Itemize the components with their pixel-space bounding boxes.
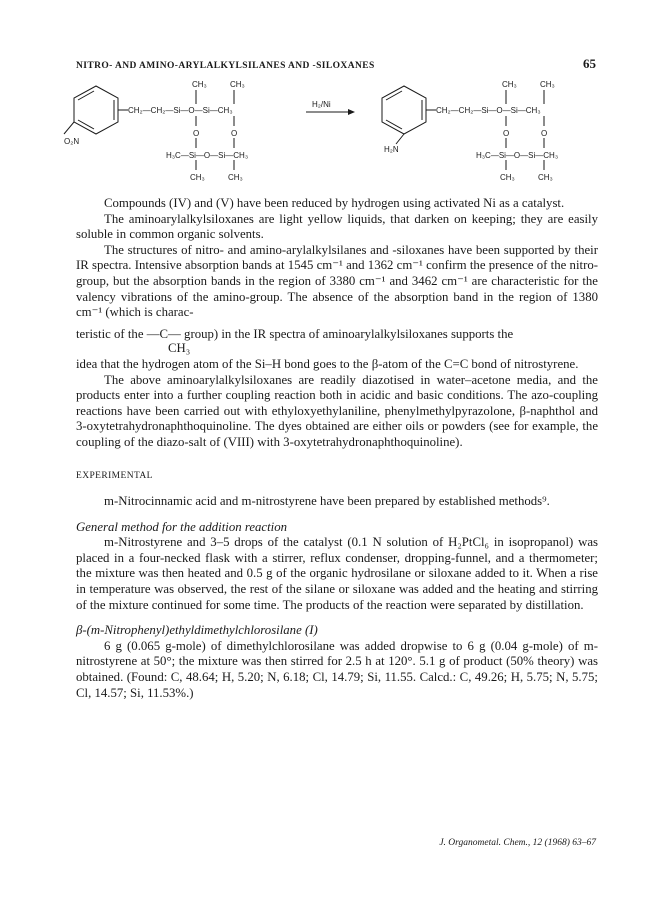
left-oxygen-1: O	[193, 129, 200, 138]
paragraph-hydrogen-atom: idea that the hydrogen atom of the Si–H bond goes to the β-atom of the C=C bond of nitrostyrene.	[76, 356, 579, 371]
paragraph-reduction: Compounds (IV) and (V) have been reduced by hydrogen using activated Ni as a catalyst.	[104, 196, 565, 210]
body-text	[76, 196, 598, 701]
inline-formula: —C— group)	[146, 326, 219, 341]
left-methyl-3: CH₃	[190, 173, 205, 182]
right-oxygen-2: O	[541, 129, 548, 138]
right-chain: CH₂—CH₂—Si—O—Si—CH₃	[436, 106, 541, 115]
paragraph-properties: The aminoarylalkylsiloxanes are light yellow liquids, that darken on keeping; they are easily soluble in common organic solvents.	[76, 211, 598, 242]
left-nitro-group: O₂N	[64, 137, 80, 146]
paragraph-preparation: m-Nitrocinnamic acid and m-nitrostyrene have been prepared by established methods⁹.	[104, 494, 550, 509]
right-amino-group: H₂N	[384, 145, 399, 154]
formula-line-before: teristic of the	[76, 326, 144, 341]
page-number: 65	[583, 56, 596, 71]
left-methyl-4: CH₃	[228, 173, 243, 182]
inline-formula-methyl: CH₃	[168, 341, 191, 356]
reaction-scheme	[66, 76, 606, 186]
subheading-general-method: General method for the addition reaction	[76, 519, 287, 534]
paragraph-ir-spectra: The structures of nitro- and amino-arylalkylsilanes and -siloxanes have been supported by their IR spectra. Intensive absorption bands at 1545 cm⁻¹ and 1362 cm⁻¹ confirm the presence of the nitro-group, but the absorption bands in the region of 3380 cm⁻¹ and 3462 cm⁻¹ are characteristic for the valency vibrations of the amino-group. The absence of the absorption band in the region of 1380 cm⁻¹ (which is charac-	[76, 242, 598, 320]
right-methyl-3: CH₃	[500, 173, 515, 182]
subheading-compound-i: β-(m-Nitrophenyl)ethyldimethylchlorosilane (I)	[76, 623, 318, 638]
section-heading-experimental: EXPERIMENTAL	[76, 470, 153, 481]
formula-line-after: in the IR spectra of aminoarylalkylsiloxanes supports the	[221, 326, 514, 341]
left-lower-chain: H₃C—Si—O—Si—CH₃	[166, 151, 249, 160]
journal-citation: J. Organometal. Chem., 12 (1968) 63–67	[439, 838, 596, 848]
left-chain: CH₂—CH₂—Si—O—Si—CH₃	[128, 106, 233, 115]
right-benzene-ring	[382, 86, 426, 134]
running-head: NITRO- AND AMINO-ARYLALKYLSILANES AND -SILOXANES	[76, 61, 375, 71]
right-methyl-1: CH₃	[502, 80, 517, 89]
left-methyl-1: CH₃	[192, 80, 207, 89]
page-header	[76, 56, 596, 72]
right-lower-chain: H₃C—Si—O—Si—CH₃	[476, 151, 559, 160]
paragraph-ir-formula-line	[76, 327, 598, 343]
paragraph-general-method: m-Nitrostyrene and 3–5 drops of the catalyst (0.1 N solution of H₂PtCl₆ in isopropanol) was placed in a four-necked flask with a stirrer, reflux condenser, dropping-funnel, and a thermometer; the mixture was then heated and 0.5 g of the organic hydrosilane or siloxane added to it. When a rise in temperature was observed, the rest of the silane or siloxane was added and the heating and stirring of the mixture continued for some time. The products of the reaction were separated by distillation.	[76, 535, 598, 612]
left-methyl-2: CH₃	[230, 80, 245, 89]
paragraph-diazotisation: The above aminoarylalkylsiloxanes are readily diazotised in water–acetone media, and the products enter into a further coupling reaction both in acidic and basic conditions. The azo-coupling reactions have been carried out with ethyloxyethylaniline, phenylmethylpyrazolone, β-naphthol and 3-oxytetrahydronaphthoquinoline. The dyes obtained are either oils or powders (see for example, the coupling of the diazo-salt of (VIII) with 3-oxytetrahydronaphthoquinoline).	[76, 372, 598, 449]
paragraph-compound-i: 6 g (0.065 g-mole) of dimethylchlorosilane was added dropwise to 6 g (0.04 g-mole) of m-nitrostyrene at 50°; the mixture was then stirred for 2.5 h at 120°. 5.1 g of product (50% theory) was obtained. (Found: C, 48.64; H, 5.20; N, 6.18; Cl, 14.79; Si, 11.55. Calcd.: C, 49.26; H, 5.75; N, 5.75; Cl, 14.57; Si, 11.53%.)	[76, 638, 598, 700]
right-methyl-4: CH₃	[538, 173, 553, 182]
left-oxygen-2: O	[231, 129, 238, 138]
right-oxygen-1: O	[503, 129, 510, 138]
reaction-arrow	[306, 100, 355, 115]
reagent-label: H₂/Ni	[312, 100, 331, 109]
right-methyl-2: CH₃	[540, 80, 555, 89]
left-benzene-ring	[74, 86, 118, 134]
